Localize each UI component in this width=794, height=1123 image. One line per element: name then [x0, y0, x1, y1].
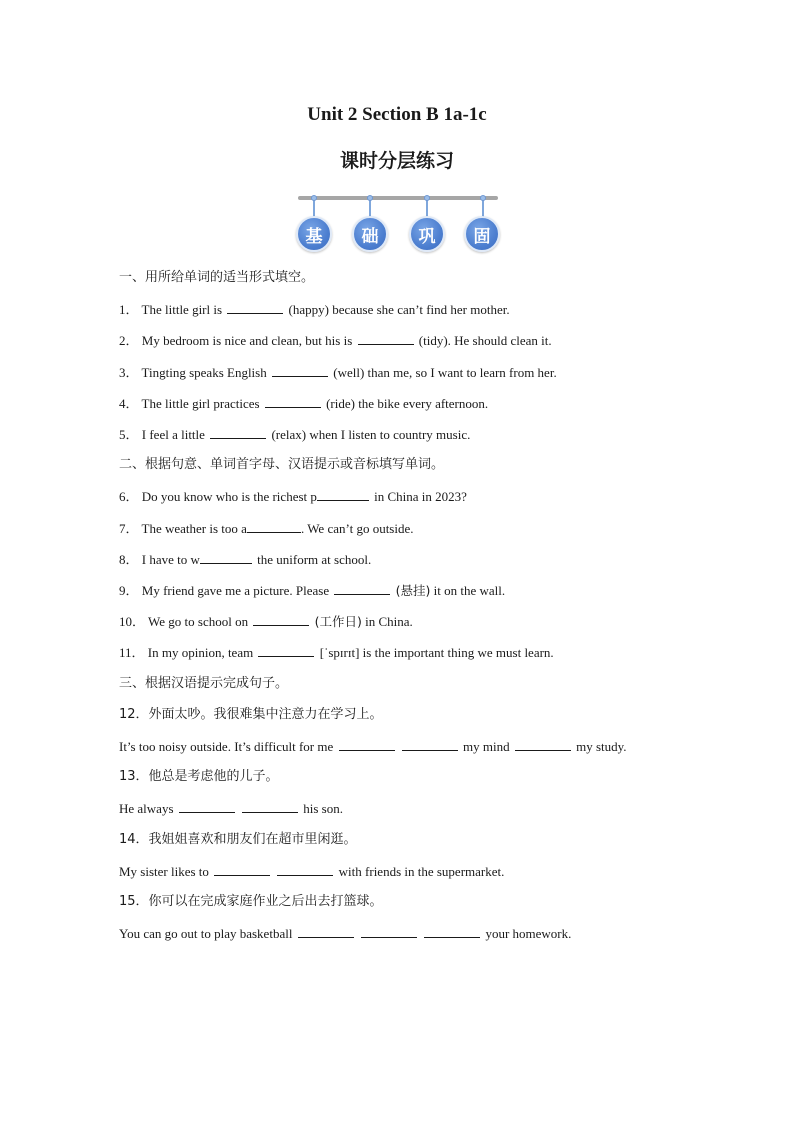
banner-badge: 基 — [296, 216, 332, 252]
question-text: (happy) because she can’t find her mother. — [288, 302, 510, 317]
chinese-prompt: 你可以在完成家庭作业之后出去打篮球。 — [148, 894, 383, 909]
chinese-prompt: 我姐姐喜欢和朋友们在超市里闲逛。 — [148, 832, 357, 847]
question-text: My sister likes to — [119, 864, 209, 879]
question-8 — [119, 551, 371, 568]
answer-blank[interactable] — [361, 925, 417, 938]
banner-dot — [311, 195, 317, 201]
question-number: 2． — [119, 333, 139, 348]
question-number: 12． — [119, 707, 149, 722]
answer-blank[interactable] — [277, 863, 333, 876]
question-text: We go to school on — [148, 614, 249, 629]
banner-dot — [424, 195, 430, 201]
question-11 — [119, 644, 554, 661]
question-14-prompt — [119, 832, 357, 848]
question-15 — [119, 925, 571, 942]
answer-blank[interactable] — [402, 738, 458, 751]
banner-badge: 础 — [352, 216, 388, 252]
question-text: his son. — [303, 801, 343, 816]
question-text: My bedroom is nice and clean, but his is — [141, 333, 353, 348]
question-text: Tingting speaks English — [141, 365, 267, 380]
answer-blank[interactable] — [258, 644, 314, 657]
question-text: Do you know who is the richest p — [141, 489, 317, 504]
question-7 — [119, 520, 414, 537]
question-text: . We can’t go outside. — [300, 521, 414, 536]
question-text: You can go out to play basketball — [119, 926, 293, 941]
question-number: 1． — [119, 302, 139, 317]
answer-blank[interactable] — [339, 738, 395, 751]
question-text: The weather is too a — [141, 521, 247, 536]
question-text: [ˈspɪrɪt] is the important thing we must learn. — [319, 645, 554, 660]
question-1 — [119, 301, 510, 318]
question-text: (tidy). He should clean it. — [418, 333, 552, 348]
question-number: 10． — [119, 614, 146, 629]
question-text: I feel a little — [141, 427, 205, 442]
question-13 — [119, 800, 343, 817]
answer-blank[interactable] — [358, 332, 414, 345]
answer-blank[interactable] — [317, 488, 369, 501]
question-text: (relax) when I listen to country music. — [271, 427, 471, 442]
question-text: It’s too noisy outside. It’s difficult for me — [119, 739, 334, 754]
question-text: (ride) the bike every afternoon. — [326, 396, 489, 411]
question-number: 6． — [119, 489, 139, 504]
question-text: with friends in the supermarket. — [338, 864, 505, 879]
chinese-prompt: 他总是考虑他的儿子。 — [148, 769, 279, 784]
answer-blank[interactable] — [247, 520, 301, 533]
question-2 — [119, 332, 552, 349]
answer-blank[interactable] — [210, 426, 266, 439]
answer-blank[interactable] — [242, 800, 298, 813]
chinese-hint: (工作日) — [314, 614, 362, 629]
answer-blank[interactable] — [272, 364, 328, 377]
section-banner — [296, 192, 500, 254]
answer-blank[interactable] — [200, 551, 252, 564]
answer-blank[interactable] — [179, 800, 235, 813]
chinese-prompt: 外面太吵。我很难集中注意力在学习上。 — [148, 707, 383, 722]
question-text: My friend gave me a picture. Please — [141, 583, 330, 598]
section-heading-3: 三、根据汉语提示完成句子。 — [119, 676, 289, 691]
banner-dot — [367, 195, 373, 201]
section-heading-1: 一、用所给单词的适当形式填空。 — [119, 270, 315, 285]
page-subtitle: 课时分层练习 — [339, 150, 454, 172]
question-number: 4． — [119, 396, 139, 411]
question-number: 11． — [119, 645, 145, 660]
question-text: (well) than me, so I want to learn from her. — [333, 365, 557, 380]
question-text: He always — [119, 801, 174, 816]
question-number: 15． — [119, 894, 149, 909]
banner-bar — [298, 196, 498, 200]
question-text: The little girl is — [141, 302, 223, 317]
chinese-hint: (悬挂) — [395, 583, 431, 598]
question-4 — [119, 395, 488, 412]
question-number: 14． — [119, 832, 149, 847]
banner-badge: 巩 — [409, 216, 445, 252]
question-text: it on the wall. — [433, 583, 506, 598]
question-number: 5． — [119, 427, 139, 442]
question-3 — [119, 364, 557, 381]
question-text: In my opinion, team — [147, 645, 254, 660]
banner-dot — [480, 195, 486, 201]
question-14 — [119, 863, 504, 880]
question-number: 13． — [119, 769, 149, 784]
question-13-prompt — [119, 769, 279, 785]
question-text: my mind — [463, 739, 510, 754]
answer-blank[interactable] — [334, 582, 390, 595]
question-10 — [119, 613, 413, 630]
question-number: 9． — [119, 583, 139, 598]
question-9 — [119, 582, 505, 599]
section-heading-2: 二、根据句意、单词首字母、汉语提示或音标填写单词。 — [119, 457, 445, 472]
question-text: your homework. — [485, 926, 572, 941]
question-15-prompt — [119, 894, 383, 910]
question-5 — [119, 426, 470, 443]
answer-blank[interactable] — [265, 395, 321, 408]
answer-blank[interactable] — [424, 925, 480, 938]
answer-blank[interactable] — [214, 863, 270, 876]
question-12-prompt — [119, 707, 383, 723]
question-12 — [119, 738, 627, 755]
page-title: Unit 2 Section B 1a-1c — [307, 104, 487, 125]
question-text: my study. — [576, 739, 627, 754]
question-text: the uniform at school. — [257, 552, 372, 567]
question-number: 8． — [119, 552, 139, 567]
question-text: I have to w — [141, 552, 200, 567]
answer-blank[interactable] — [298, 925, 354, 938]
question-text: The little girl practices — [141, 396, 260, 411]
question-text: in China in 2023? — [374, 489, 467, 504]
answer-blank[interactable] — [515, 738, 571, 751]
question-number: 3． — [119, 365, 139, 380]
question-6 — [119, 488, 467, 505]
answer-blank[interactable] — [227, 301, 283, 314]
banner-badge: 固 — [464, 216, 500, 252]
question-number: 7． — [119, 521, 139, 536]
answer-blank[interactable] — [253, 613, 309, 626]
question-text: in China. — [365, 614, 413, 629]
